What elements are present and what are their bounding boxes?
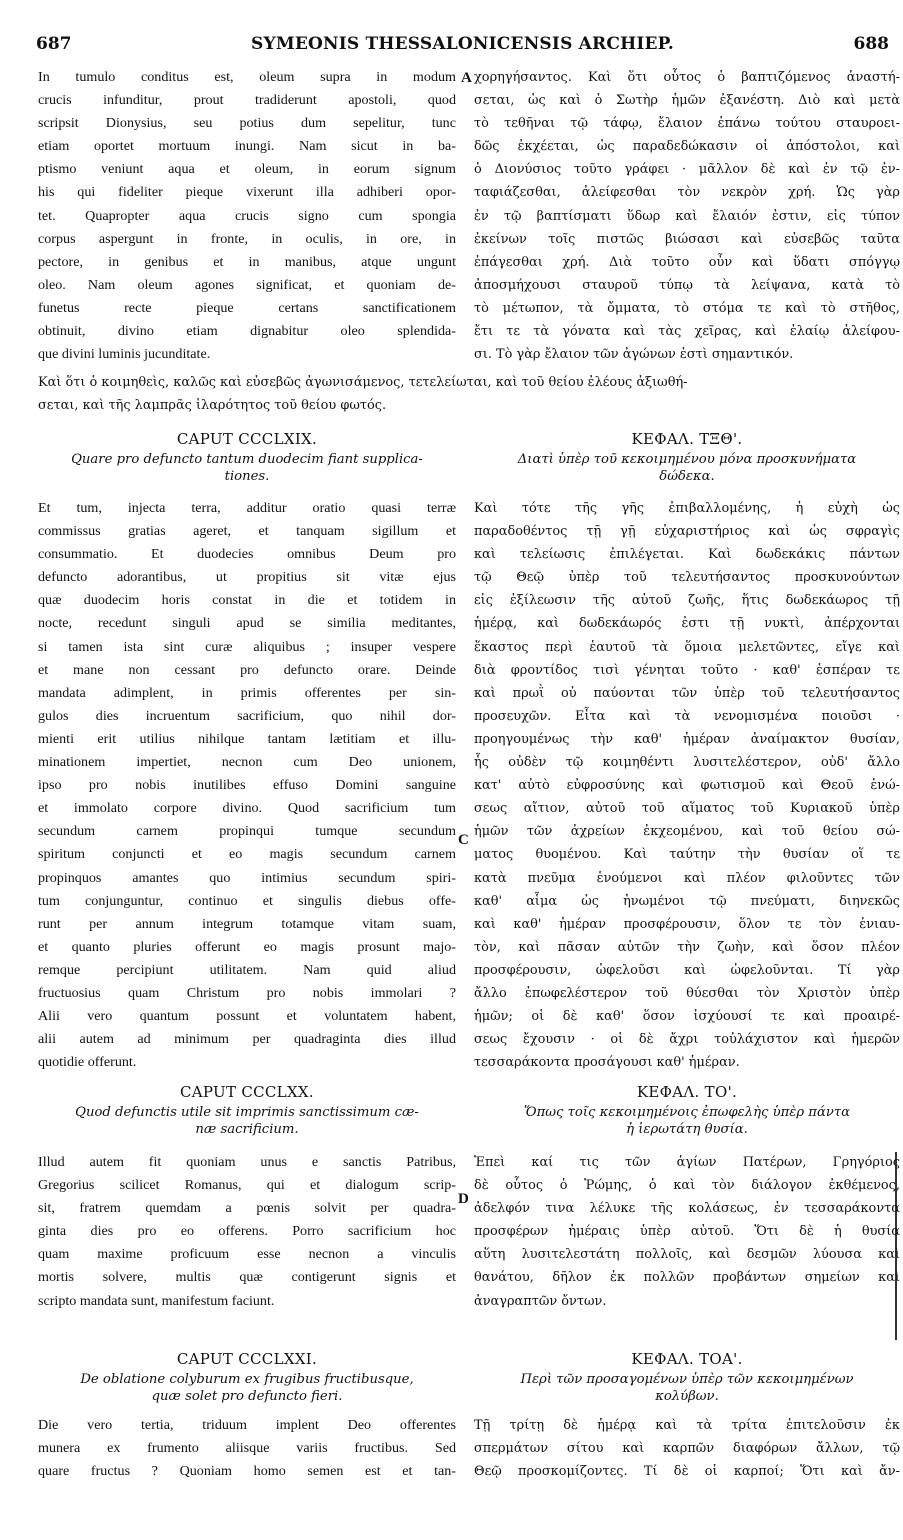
page-header	[36, 34, 889, 58]
latin-text-line: remque percipiunt utilitatem. Nam quid aliud	[38, 961, 456, 978]
chapter-title: CAPUT CCCLXX.	[180, 1083, 314, 1101]
margin-letter-a: A	[461, 70, 472, 86]
latin-text-line: ptismo veniunt aqua et oleum, in eorum signum	[38, 161, 456, 178]
greek-text-line: αὕτη λυσιτελεστάτη πολλοῖς, καὶ δεσμῶν λύουσα καὶ	[474, 1247, 900, 1263]
latin-text-line: scripto mandata sunt, manifestum faciunt.	[38, 1292, 275, 1309]
greek-text-line: διὰ φροντίδος τισὶ γένηται τοῦτο · καθ' ἑσπέραν τε	[474, 662, 900, 678]
latin-text-line: et mane non cessant pro defuncto orare. Deinde	[38, 661, 456, 678]
greek-text-line: Ἐπεὶ καί τις τῶν ἁγίων Πατέρων, Γρηγόριος	[474, 1155, 900, 1170]
chapter-subtitle-line: Quod defunctis utile sit imprimis sanctissimum cæ-	[75, 1105, 419, 1120]
latin-text-line: mortis solvere, multis quæ contigerunt signis et	[38, 1269, 456, 1286]
latin-text-line: fructuosius quam Christum pro nobis immolari ?	[38, 984, 456, 1001]
latin-text-line: que divini luminis jucunditate.	[38, 346, 211, 363]
latin-text-line: scripsit Dionysius, seu potius dum sepelitur, tunc	[38, 115, 456, 132]
greek-text-line: προσφέρων ἡμέραις ὑπὲρ αὐτοῦ. Ὅτι δὲ ἡ θυσία	[474, 1224, 900, 1240]
chapter-subtitle-line: Ὅπως τοῖς κεκοιμημένοις ἐπωφελὴς ὑπὲρ πάντα	[523, 1105, 851, 1120]
greek-text-line: σπερμάτων σίτου καὶ καρπῶν διαφόρων ἄλλων, τῷ	[474, 1441, 900, 1457]
running-title: SYMEONIS THESSALONICENSIS ARCHIEP.	[251, 34, 674, 54]
greek-text-line: ἐν τῷ βαπτίσματι ὕδωρ καὶ ἔλαιόν ἐστιν, εἰς τύπον	[474, 208, 900, 224]
latin-text-line: quam maxime proficuum esse necnon a vinculis	[38, 1246, 456, 1263]
greek-chapter-371-heading	[474, 1347, 900, 1405]
greek-text-line: ἧς οὐδὲν τῷ κοιμηθέντι λυσιτελέστερον, οὐδ' ἄλλο	[474, 755, 900, 771]
greek-text-line: καὶ πρωῒ οὐ παύονται τῶν ὑπὲρ τοῦ τελευτήσαντος	[474, 685, 900, 701]
chapter-subtitle-line: Quare pro defuncto tantum duodecim fiant supplica-	[71, 452, 423, 467]
latin-text-line: Et tum, injecta terra, additur oratio quasi terræ	[38, 500, 456, 516]
greek-text-line: καθ' αἷμα ὡς ἡνωμένοι τῷ πνεύματι, διηνεκῶς	[474, 893, 900, 909]
greek-text-line: ὁ Διονύσιος τοῦτο γράφει · μᾶλλον δὲ καὶ ἐν τῷ ἐν-	[474, 162, 900, 178]
greek-text-line: κατὰ πνεῦμα ἑνούμενοι καὶ πλέον φιλοῦντες τῶν	[474, 870, 900, 886]
latin-text-line: Alii vero quantum possunt et voluntatem habent,	[38, 1008, 456, 1025]
latin-text-line: sit, fratrem quemdam a pœnis solvit per quadra-	[38, 1200, 456, 1217]
latin-text-line: si tamen ista sint curæ aliquibus ; insuper vespere	[38, 638, 456, 655]
latin-text-line: oleo. Nam oleum agones significat, et quoniam de-	[38, 276, 456, 293]
chapter-subtitle-line: quæ solet pro defuncto fieri.	[151, 1389, 343, 1404]
greek-text-line: ἡμῶν τῶν ἀχρείων ἐκχεομένου, καὶ τοῦ θείου σώ-	[474, 824, 900, 840]
greek-text-line: ἕκαστος περὶ ἑαυτοῦ τὰ ὅμοια μελετῶντες, εἴγε καὶ	[474, 639, 900, 655]
greek-text-line: ματος θυομένου. Καὶ ταύτην τὴν θυσίαν οἵ τε	[474, 847, 900, 863]
page-number-right: 688	[853, 34, 889, 54]
latin-text-line: consummatio. Et duodecies omnibus Deum pro	[38, 546, 456, 563]
chapter-title: CAPUT CCCLXIX.	[176, 430, 318, 448]
latin-text-line: his qui fideliter pieque vixerunt illa adhiberi opor-	[38, 184, 456, 201]
latin-text-line: Gregorius scilicet Romanus, qui et dialogum scrip-	[38, 1177, 456, 1194]
greek-text-line: θανάτου, δῆλον ἐκ πολλῶν προβάντων σημείων καὶ	[474, 1270, 900, 1286]
chapter-subtitle-line: De oblatione colyburum ex frugibus fructibusque,	[80, 1372, 414, 1387]
latin-text-line: defuncto adorantibus, ut propitius sit vitæ ejus	[38, 569, 456, 586]
chapter-subtitle-line: Διατὶ ὑπὲρ τοῦ κεκοιμημένου μόνα προσκυνήματα	[517, 452, 857, 467]
greek-text-line: προσφέρουσιν, ὠφελοῦσι καὶ ὠφελοῦνται. Τί γὰρ	[474, 962, 900, 978]
margin-letter-d: D	[458, 1191, 469, 1207]
greek-text-line: Καὶ ὅτι ὁ κοιμηθεὶς, καλῶς καὶ εὐσεβῶς ἀγωνισάμενος, τετελείωται, καὶ τοῦ θείου ἐλέους ἀξιωθή-	[38, 375, 688, 390]
latin-text-line: minationem impertiet, necnon cum Deo unionem,	[38, 754, 456, 771]
chapter-subtitle-line: ἡ ἱερωτάτη θυσία.	[626, 1122, 748, 1137]
page-number-left: 687	[36, 34, 72, 54]
chapter-subtitle-line: κολύβων.	[655, 1389, 719, 1404]
greek-text-line: σι. Τὸ γὰρ ἔλαιον τῶν ἀγώνων ἐστὶ σημαντικόν.	[474, 347, 794, 363]
greek-text-line: ἡμῶν; οἱ δὲ καθ' ὅσον ἰσχύουσί τε καὶ προαιρέ-	[474, 1009, 900, 1025]
greek-text-line: ἐπάγεσθαι χρή. Διὰ τοῦτο οὖν καὶ ὕδατι σπόγγῳ	[474, 254, 900, 270]
greek-text-line: Θεῷ προσκομίζοντες. Τί δὲ οἱ καρποί; Ὅτι καὶ ἄν-	[474, 1464, 900, 1480]
chapter-title: ΚΕΦΑΛ. ΤΟ'.	[636, 1083, 738, 1101]
latin-text-line: tum conjunguntur, continuo et singulis diebus offe-	[38, 892, 456, 909]
latin-text-line: alii autem ad minimum per quadraginta dies illud	[38, 1031, 456, 1048]
latin-text-line: tet. Quapropter aqua crucis signo cum spongia	[38, 207, 456, 224]
latin-text-line: ginta dies pro eo offerens. Porro sacrificium hoc	[38, 1223, 456, 1240]
greek-text-line: σεως αἴτιον, αὐτοῦ τοῦ αἵματος τοῦ Κυριακοῦ ὑπὲρ	[474, 801, 900, 817]
latin-text-line: etiam oportet mortuum inungi. Nam sicut in ba-	[38, 138, 456, 155]
chapter-subtitle-line: tiones.	[224, 469, 270, 484]
latin-text-line: gulos dies incruentum sacrificium, quo nihil dor-	[38, 707, 456, 724]
greek-text-line: παραδοθέντος τῇ γῇ εὐχαριστήριος καὶ ὡς σφραγὶς	[474, 524, 900, 540]
latin-text-line: quotidie offerunt.	[38, 1054, 137, 1071]
latin-text-line: Die vero tertia, triduum implent Deo offerentes	[38, 1417, 456, 1433]
greek-text-line: ταφιάζεσθαι, ἀλείφεσθαι τὸν νεκρὸν χρή. Ὡς γὰρ	[474, 185, 900, 201]
chapter-subtitle-line: næ sacrificium.	[195, 1122, 299, 1137]
latin-text-line: munera ex frumento aliisque variis fructibus. Sed	[38, 1440, 456, 1457]
margin-letter-c: C	[458, 832, 469, 848]
greek-text-line: τὸ μέτωπον, τὰ ὄμματα, τὸ στόμα τε καὶ τὸ στῆθος,	[474, 300, 900, 316]
greek-column-369	[474, 497, 900, 1074]
greek-text-line: τῷ Θεῷ ὑπὲρ τοῦ τελευτήσαντος προσκυνούντων	[474, 570, 900, 586]
greek-text-line: καὶ καθ' ἡμέραν προσφέρουσιν, ὅλον τε τὸν ἐνιαυ-	[474, 916, 900, 932]
greek-chapter-370-heading	[474, 1080, 900, 1138]
latin-text-line: et immolato corpore divino. Quod sacrificium tum	[38, 800, 456, 817]
latin-text-line: pectore, in genibus et in manibus, atque ungunt	[38, 253, 456, 270]
chapter-title: ΚΕΦΑΛ. ΤΞΘ'.	[631, 430, 743, 448]
latin-text-line: corpus aspergunt in fronte, in oculis, in ore, in	[38, 230, 456, 247]
greek-text-line: Τῇ τρίτῃ δὲ ἡμέρᾳ καὶ τὰ τρίτα ἐπιτελοῦσιν ἐκ	[474, 1418, 900, 1433]
latin-text-line: commissus gratias ageret, et tanquam sigillum et	[38, 523, 456, 540]
greek-column-370	[474, 1151, 900, 1313]
latin-text-line: funetus recte pieque certans sanctificationem	[38, 299, 456, 316]
latin-text-line: quare fructus ? Quoniam homo semen est et tan-	[38, 1463, 456, 1480]
latin-text-line: ipso pro nobis inutilibes effuso Domini sanguine	[38, 777, 456, 794]
greek-text-line: δὲ οὗτος ὁ Ῥώμης, ὁ καὶ τὸν διάλογον ἐκθέμενος,	[474, 1178, 900, 1194]
greek-text-line: τὸ τεθῆναι τῷ τάφῳ, ἔλαιον ἐπάνω τούτου σταυροει-	[474, 116, 900, 132]
latin-text-line: Illud autem fit quoniam unus e sanctis Patribus,	[38, 1154, 456, 1170]
greek-text-line: δῶς ἐκχέεται, ὡς παραδεδώκασιν οἱ ἀπόστολοι, καὶ	[474, 139, 900, 155]
greek-text-line: Καὶ τότε τῆς γῆς ἐπιβαλλομένης, ἡ εὐχὴ ὡς	[474, 501, 900, 516]
chapter-subtitle-line: δώδεκα.	[659, 469, 715, 484]
greek-text-line: τὸν, καὶ πᾶσαν αὐτῶν τὴν ζωὴν, καὶ ὅσον πλέον	[474, 939, 900, 955]
latin-column-371	[38, 1414, 456, 1483]
latin-text-line: runt per annum integrum totamque vitam suam,	[38, 915, 456, 932]
latin-text-line: propinquos amantes quo intimius secundum spiri-	[38, 869, 456, 886]
greek-text-line: σεται, καὶ τῆς λαμπρᾶς ἱλαρότητος τοῦ θείου φωτός.	[38, 398, 387, 414]
latin-text-line: crucis infunditur, prout tradiderunt apostoli, quod	[38, 92, 456, 109]
greek-text-line: προσευχῶν. Εἶτα καὶ τὰ νενομισμένα ποιοῦσι ·	[474, 708, 900, 724]
latin-text-line: spiritum conjuncti et eo magis secundum carnem	[38, 846, 456, 863]
full-width-lines	[38, 371, 900, 417]
latin-column-top	[38, 66, 456, 366]
greek-text-line: κατ' αὐτὸ εὐφροσύνης καὶ φωτισμοῦ καὶ Θεοῦ ἑνώ-	[474, 778, 900, 794]
greek-text-line: ἀδελφόν τινα λέλυκε τῆς κολάσεως, ἐν τεσσαράκοντα	[474, 1201, 900, 1217]
latin-text-line: mandata adimplent, in primis offerentes per sin-	[38, 684, 456, 701]
greek-chapter-369-heading	[474, 427, 900, 485]
latin-text-line: mienti erit utilius nihilque tantam lætitiam et illu-	[38, 730, 456, 747]
latin-text-line: et quanto pluries offerunt eo magis prosunt majo-	[38, 938, 456, 955]
latin-text-line: nocte, recedunt singuli apud se similia meditantes,	[38, 615, 456, 632]
latin-column-370	[38, 1151, 456, 1313]
greek-text-line: σεται, ὡς καὶ ὁ Σωτὴρ ἡμῶν ἐξανέστη. Διὸ καὶ μετὰ	[474, 93, 900, 109]
greek-column-top	[474, 66, 900, 366]
greek-text-line: ἀποσμήχουσι σταυροῦ τύπῳ τὰ λείψανα, κατὰ τὸ	[474, 277, 900, 293]
greek-text-line: τεσσαράκοντα προσάγουσι καθ' ἡμέραν.	[474, 1055, 740, 1071]
latin-chapter-370-heading	[38, 1080, 456, 1138]
greek-text-line: σεως ἔχουσιν · οἱ δὲ ἄχρι τοὐλάχιστον καὶ ἡμερῶν	[474, 1032, 900, 1048]
greek-text-line: προηγουμένως τὴν καθ' ἡμέραν ἀναίμακτον θυσίαν,	[474, 731, 900, 747]
latin-column-369	[38, 497, 456, 1074]
greek-column-371	[474, 1414, 900, 1483]
latin-text-line: secundum carnem propinqui tumque secundum	[38, 823, 456, 840]
greek-text-line: ἔτι τε τὰ γόνατα καὶ τὰς χεῖρας, καὶ ἐλαίῳ ἀλείφου-	[474, 324, 900, 340]
latin-text-line: obtinuit, divino etiam dignabitur oleo splendida-	[38, 323, 456, 340]
greek-text-line: εἰς ἐξίλεωσιν τῆς αὐτοῦ ζωῆς, ἥτις δωδεκάωρος τῇ	[474, 593, 900, 609]
chapter-subtitle-line: Περὶ τῶν προσαγομένων ὑπὲρ τῶν κεκοιμημένων	[520, 1372, 854, 1387]
latin-text-line: quæ duodecim horis constat in die et totidem in	[38, 592, 456, 609]
latin-text-line: In tumulo conditus est, oleum supra in modum	[38, 69, 456, 85]
chapter-title: CAPUT CCCLXXI.	[176, 1350, 318, 1368]
greek-text-line: ἐκείνων τοῖς πιστῶς βιώσασι καὶ εὐσεβῶς ταῦτα	[474, 231, 900, 247]
greek-text-line: ἀναγραπτῶν ὄντων.	[474, 1293, 607, 1309]
latin-chapter-369-heading	[38, 427, 456, 485]
latin-chapter-371-heading	[38, 1347, 456, 1405]
greek-text-line: καὶ τελείωσις ἐπιλέγεται. Καὶ δωδεκάκις πάντων	[474, 547, 900, 563]
greek-text-line: ἡμέρᾳ, καὶ δωδεκάωρός ἐστι τῇ νυκτὶ, ἀπέρχονται	[474, 616, 900, 632]
greek-text-line: χορηγήσαντος. Καὶ ὅτι οὗτος ὁ βαπτιζόμενος ἀναστή-	[474, 70, 900, 85]
greek-text-line: ἄλλο ἐπωφελέστερον τοῦ θύεσθαι τὸν Χριστὸν ὑπὲρ	[474, 985, 900, 1001]
chapter-title: ΚΕΦΑΛ. ΤΟΑ'.	[631, 1350, 743, 1368]
